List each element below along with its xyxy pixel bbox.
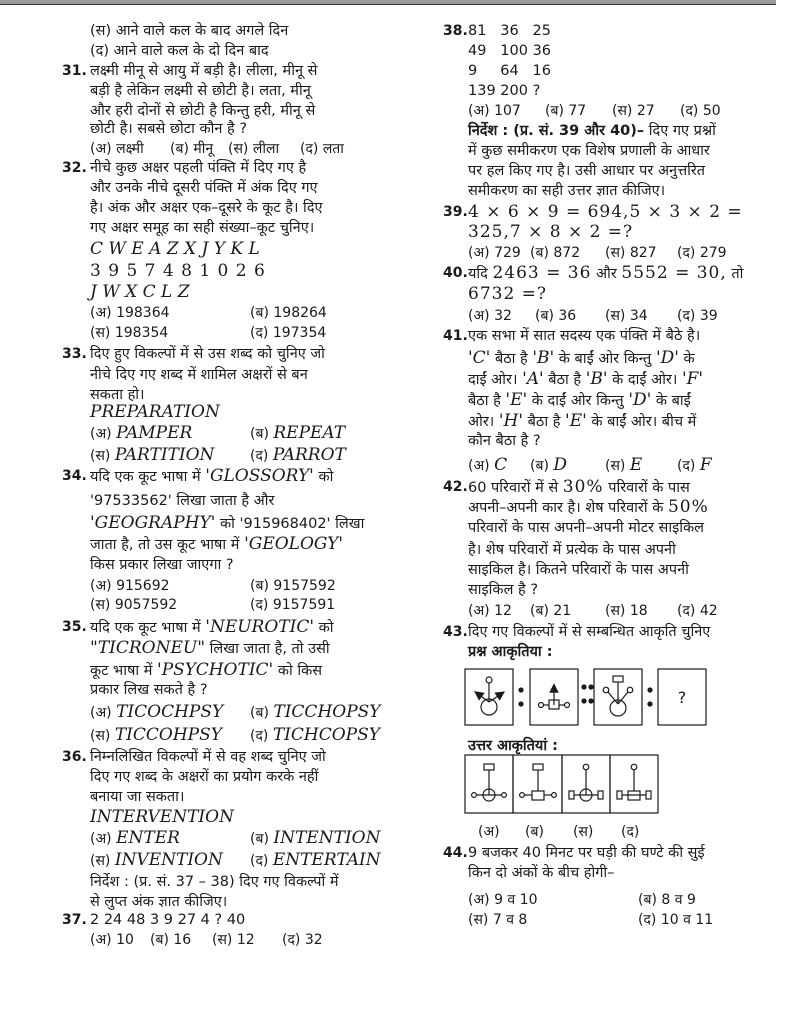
- text-segment: यदि: [468, 266, 493, 282]
- option-value: 107: [494, 103, 521, 119]
- text-segment: में कुछ समीकरण एक विशेष प्रणाली के आधार: [468, 143, 710, 159]
- text-segment: सकता हो।: [90, 387, 145, 403]
- option-label: (अ): [90, 141, 112, 157]
- option-label: (स): [90, 853, 111, 869]
- bold-heading: उत्तर आकृतियां :: [468, 738, 558, 754]
- option-value: ENTER: [116, 828, 180, 848]
- option-value: लीला: [252, 141, 280, 157]
- option-label: (स): [605, 308, 626, 324]
- option-value: 18: [629, 603, 648, 619]
- option-value: 36: [558, 308, 577, 324]
- option-label: (अ): [90, 578, 112, 594]
- option-value: REPEAT: [273, 423, 346, 443]
- math-expression: 'GEOGRAPHY': [90, 513, 216, 533]
- text-segment: 9 बजकर 40 मिनट पर घड़ी की घण्टे की सुई: [468, 845, 705, 861]
- option-label: (अ): [468, 103, 490, 119]
- question-number: 32.: [62, 160, 87, 176]
- proportion-separator: [581, 684, 593, 703]
- text-segment: ओर।: [468, 414, 499, 430]
- option-value: 10: [116, 932, 134, 948]
- question-number: 31.: [62, 63, 87, 79]
- math-expression: 5552 = 30,: [621, 263, 727, 283]
- option-value: 7 व 8: [492, 912, 528, 928]
- option-value: TICHCOPSY: [272, 725, 380, 745]
- text-segment: बड़ी है लेकिन लक्ष्मी से छोटी है। लता, मीनू: [90, 83, 311, 99]
- question-figure-4-unknown: [658, 669, 706, 725]
- option-label: (स): [228, 141, 249, 157]
- option-value: 12: [236, 932, 255, 948]
- question-number: 43.: [443, 624, 468, 640]
- text-segment: किस प्रकार लिखा जाएगा ?: [90, 557, 234, 573]
- text-segment: लक्ष्मी मीनू से आयु में बड़ी है। लीला, मीनू से: [90, 63, 318, 79]
- option-label: (द): [250, 728, 269, 744]
- text-segment: 81 36 25: [468, 23, 552, 39]
- text-segment: को '915968402' लिखा: [215, 516, 365, 532]
- math-expression: 'GLOSSORY': [205, 466, 314, 486]
- option-label: (ब): [170, 141, 189, 157]
- ratio-separator-2: [647, 687, 652, 706]
- text-segment: तो: [726, 266, 744, 282]
- text-segment: समीकरण का सही उत्तर ज्ञात कीजिए।: [468, 183, 666, 199]
- option-label: (द): [250, 448, 269, 464]
- math-expression: 'GEOLOGY': [244, 534, 344, 554]
- option-value: 9 व 10: [494, 892, 538, 908]
- option-label: (ब): [250, 426, 269, 442]
- text-segment: बनाया जा सकता।: [90, 789, 185, 805]
- option-label: (अ): [468, 458, 490, 474]
- question-figure-3: [594, 669, 642, 725]
- option-label: (अ): [468, 892, 490, 908]
- option-label: (द): [300, 141, 319, 157]
- option-label: (ब): [150, 932, 169, 948]
- option-label: (अ): [90, 426, 112, 442]
- option-value: 34: [629, 308, 648, 324]
- math-expression: 'PSYCHOTIC': [157, 660, 274, 680]
- text-segment: 139 200 ?: [468, 83, 541, 99]
- option-label: (अ): [90, 705, 112, 721]
- option-value: 279: [699, 245, 727, 261]
- math-expression: 3 9 5 7 4 8 1 0 2 6: [90, 261, 266, 281]
- option-label: (द): [621, 824, 640, 840]
- option-value: PARTITION: [114, 445, 215, 465]
- math-expression: 'F': [681, 369, 704, 389]
- question-figure-1: [465, 669, 513, 725]
- option-label: (ब): [250, 578, 269, 594]
- option-value: मीनू: [193, 141, 214, 157]
- text-segment: 2 24 48 3 9 27 4 ? 40: [90, 912, 246, 928]
- text-segment: परिवारों के पास अपनी–अपनी मोटर साइकिल: [468, 520, 704, 536]
- text-segment: के बाईं ओर किन्तु: [554, 351, 656, 367]
- text-segment: छोटी है। सबसे छोटा कौन है ?: [90, 121, 248, 137]
- question-number: 39.: [443, 204, 468, 220]
- math-expression: J W X C L Z: [90, 282, 190, 302]
- option-value: TICCOHPSY: [114, 725, 222, 745]
- text-segment: और: [591, 266, 622, 282]
- option-value: लक्ष्मी: [116, 141, 144, 157]
- option-value: 729: [494, 245, 521, 261]
- math-expression: 30%: [562, 477, 604, 497]
- text-segment: साइकिल है ?: [468, 582, 539, 598]
- text-segment: दिए हुए विकल्पों में से उस शब्द को चुनिए जो: [90, 346, 325, 362]
- text-segment: 60 परिवारों में से: [468, 480, 563, 496]
- option-value: C: [494, 455, 508, 475]
- math-expression: 'B': [532, 348, 555, 368]
- text-segment: एक सभा में सात सदस्य एक पंक्ति में बैठे है।: [468, 328, 701, 344]
- question-number: 33.: [62, 346, 87, 362]
- text-segment: कौन बैठा है ?: [468, 433, 541, 449]
- option-label: (स): [605, 603, 626, 619]
- option-label: (स): [605, 245, 626, 261]
- option-label: (स): [212, 932, 233, 948]
- option-label: (अ): [468, 245, 490, 261]
- math-expression: C W E A Z X J Y K L: [90, 239, 260, 259]
- option-value: 27: [636, 103, 655, 119]
- text-segment: '97533562' लिखा जाता है और: [90, 493, 275, 509]
- option-label: (स): [90, 728, 111, 744]
- text-segment: के बाईं: [651, 393, 691, 409]
- math-expression: PREPARATION: [90, 402, 220, 422]
- text-segment: के बाईं ओर। बीच में: [586, 414, 697, 430]
- text-segment: दिए गए विकल्पों में से सम्बन्धित आकृति चुनिए: [468, 624, 711, 640]
- option-value: 198354: [114, 325, 169, 341]
- text-segment: बैठा है: [543, 372, 586, 388]
- text-segment: बैठा है: [490, 351, 533, 367]
- option-value: INVENTION: [114, 850, 223, 870]
- math-expression: 'C': [468, 348, 491, 368]
- option-label: (द): [677, 245, 696, 261]
- option-label: (ब): [250, 305, 269, 321]
- question-number: 36.: [62, 749, 87, 765]
- math-expression: 'H': [498, 411, 524, 431]
- text-segment: 9 64 16: [468, 63, 551, 79]
- math-expression: 6732 =?: [468, 284, 548, 304]
- option-label: (अ): [90, 831, 112, 847]
- text-segment: नीचे दिए गए शब्द में शामिल अक्षरों से बन: [90, 367, 308, 383]
- text-segment: अपनी–अपनी कार है। शेष परिवारों के: [468, 500, 668, 516]
- option-label: (अ): [468, 308, 490, 324]
- bold-heading: निर्देश : (प्र. सं. 39 और 40)–: [468, 123, 645, 139]
- option-label: (ब): [530, 245, 549, 261]
- answer-figure-b[interactable]: [513, 755, 562, 813]
- math-expression: INTERVENTION: [90, 807, 234, 827]
- math-expression: 4 × 6 × 9 = 694,5 × 3 × 2 =: [468, 202, 743, 222]
- text-segment: से लुप्त अंक ज्ञात कीजिए।: [90, 894, 228, 910]
- text-segment: पर हल किए गए है। उसी आधार पर अनुत्तरित: [468, 163, 706, 179]
- option-label: (द): [680, 103, 699, 119]
- text-segment: साइकिल है। कितने परिवारों के पास अपनी: [468, 562, 689, 578]
- option-value: PAMPER: [116, 423, 193, 443]
- option-value: INTENTION: [273, 828, 381, 848]
- bold-heading: प्रश्न आकृतिया :: [468, 644, 553, 660]
- option-value: 9157592: [273, 578, 336, 594]
- option-label: (ब): [638, 892, 657, 908]
- option-value: 16: [173, 932, 192, 948]
- option-label: (ब): [530, 458, 549, 474]
- option-label: (स): [605, 458, 626, 474]
- question-mark: ?: [677, 688, 687, 707]
- option-value: D: [553, 455, 568, 475]
- math-expression: 'A': [522, 369, 544, 389]
- option-label: (द): [638, 912, 657, 928]
- option-value: 915692: [116, 578, 170, 594]
- math-expression: 'D': [628, 390, 652, 410]
- option-label: (द): [677, 603, 696, 619]
- text-segment: 49 100 36: [468, 43, 552, 59]
- option-value: 50: [702, 103, 721, 119]
- question-number: 42.: [443, 479, 468, 495]
- text-segment: कूट भाषा में: [90, 663, 158, 679]
- option-label: (द): [677, 458, 696, 474]
- option-value: लता: [322, 141, 344, 157]
- option-label: (स): [612, 103, 633, 119]
- text-segment: दिए गए शब्द के अक्षरों का प्रयोग करके नहीं: [90, 769, 319, 785]
- text-segment: के दाईं ओर।: [607, 372, 682, 388]
- option-label: (द): [282, 932, 301, 948]
- option-label: (स): [90, 448, 111, 464]
- option-label: (अ): [90, 932, 112, 948]
- option-label: (द): [677, 308, 696, 324]
- math-expression: 'NEUROTIC': [205, 617, 315, 637]
- text-segment: यदि एक कूट भाषा में: [90, 620, 206, 636]
- option-value: E: [629, 455, 643, 475]
- question-number: 40.: [443, 265, 468, 281]
- answer-figure-c[interactable]: [562, 755, 610, 813]
- option-label: (द): [250, 597, 269, 613]
- text-segment: नीचे कुछ अक्षर पहली पंक्ति में दिए गए है: [90, 160, 307, 176]
- text-segment: निम्नलिखित विकल्पों में से वह शब्द चुनिए जो: [90, 749, 326, 765]
- option-label: (ब): [545, 103, 564, 119]
- text-segment: दिए गए प्रश्नों: [644, 123, 716, 139]
- option-value: F: [699, 455, 712, 475]
- option-label: (द): [250, 325, 269, 341]
- option-value: ENTERTAIN: [272, 850, 381, 870]
- option-value: 42: [699, 603, 718, 619]
- text-segment: है। शेष परिवारों में प्रत्येक के पास अपनी: [468, 542, 676, 558]
- answer-figure-a[interactable]: [465, 755, 513, 813]
- option-value: 198264: [273, 305, 327, 321]
- text-segment: को: [314, 620, 334, 636]
- question-number: 37.: [62, 912, 87, 928]
- text-segment: बैठा है: [468, 393, 506, 409]
- question-number: 35.: [62, 619, 87, 635]
- option-label: (अ): [468, 603, 490, 619]
- option-label: (ब): [530, 603, 549, 619]
- option-label: (स): [468, 912, 489, 928]
- text-segment: यदि एक कूट भाषा में: [90, 469, 206, 485]
- math-expression: 50%: [667, 497, 709, 517]
- option-value: TICCHOPSY: [273, 702, 381, 722]
- option-value: 198364: [116, 305, 170, 321]
- option-value: 32: [304, 932, 323, 948]
- math-expression: 'D': [655, 348, 679, 368]
- option-value: 21: [553, 603, 572, 619]
- question-number: 41.: [443, 328, 468, 344]
- text-segment: परिवारों के पास: [603, 480, 690, 496]
- option-value: 827: [629, 245, 657, 261]
- text-segment: दाईं ओर।: [468, 372, 523, 388]
- text-segment: और उनके नीचे दूसरी पंक्ति में अंक दिए गए: [90, 180, 318, 196]
- option-value: 39: [699, 308, 718, 324]
- text-segment: बैठा है: [523, 414, 566, 430]
- text-segment: है। अंक और अक्षर एक–दूसरे के कूट है। दिए: [90, 200, 323, 216]
- option-value: 9157591: [272, 597, 336, 613]
- option-value: 197354: [272, 325, 327, 341]
- option-value: TICOCHPSY: [116, 702, 224, 722]
- math-expression: "TICRONEU": [90, 638, 206, 658]
- option-value: 10 व 11: [660, 912, 714, 928]
- option-value: 872: [553, 245, 581, 261]
- option-value: 12: [494, 603, 512, 619]
- text-segment: निर्देश : (प्र. सं. 37 – 38) दिए गए विकल्पों में: [90, 874, 339, 890]
- option-value: 9057592: [114, 597, 178, 613]
- math-expression: 2463 = 36: [492, 263, 592, 283]
- option-label: (स): [90, 325, 111, 341]
- question-number: 44.: [443, 845, 468, 861]
- text-segment: लिखा जाता है, तो उसी: [205, 641, 330, 657]
- question-number: 38.: [443, 23, 468, 39]
- option-label: (ब): [535, 308, 554, 324]
- option-value: PARROT: [272, 445, 346, 465]
- text-segment: के: [678, 351, 695, 367]
- text-segment: किन दो अंकों के बीच होगी–: [468, 865, 615, 881]
- option-value: 77: [568, 103, 587, 119]
- option-label: (स): [573, 824, 594, 840]
- math-expression: 'E': [565, 411, 587, 431]
- option-label: (ब): [525, 824, 544, 840]
- text-segment: को: [313, 469, 334, 485]
- option-label: (द): [250, 853, 269, 869]
- text-segment: को किस: [273, 663, 323, 679]
- text-segment: गए अक्षर समूह का सही संख्या–कूट चुनिए।: [90, 220, 315, 236]
- math-expression: 325,7 × 8 × 2 =?: [468, 222, 634, 242]
- text-segment: और हरी दोनों से छोटी है किन्तु हरी, मीनू से: [90, 103, 316, 119]
- math-expression: 'E': [505, 390, 528, 410]
- answer-figure-d[interactable]: [610, 755, 658, 813]
- option-label: (अ): [90, 305, 112, 321]
- text-segment: (द) आने वाले कल के दो दिन बाद: [90, 43, 269, 59]
- text-segment: जाता है, तो उस कूट भाषा में: [90, 537, 245, 553]
- text-segment: के दाईं ओर किन्तु: [527, 393, 629, 409]
- option-label: (ब): [250, 831, 269, 847]
- option-value: 32: [494, 308, 512, 324]
- option-label: (अ): [478, 824, 500, 840]
- question-number: 34.: [62, 468, 87, 484]
- option-label: (ब): [250, 705, 269, 721]
- question-figure-2: [530, 669, 578, 725]
- ratio-separator-1: [518, 687, 523, 706]
- text-segment: प्रकार लिख सकते है ?: [90, 682, 208, 698]
- option-value: 8 व 9: [661, 892, 696, 908]
- option-label: (स): [90, 597, 111, 613]
- text-segment: (स) आने वाले कल के बाद अगले दिन: [90, 23, 289, 39]
- math-expression: 'B': [585, 369, 608, 389]
